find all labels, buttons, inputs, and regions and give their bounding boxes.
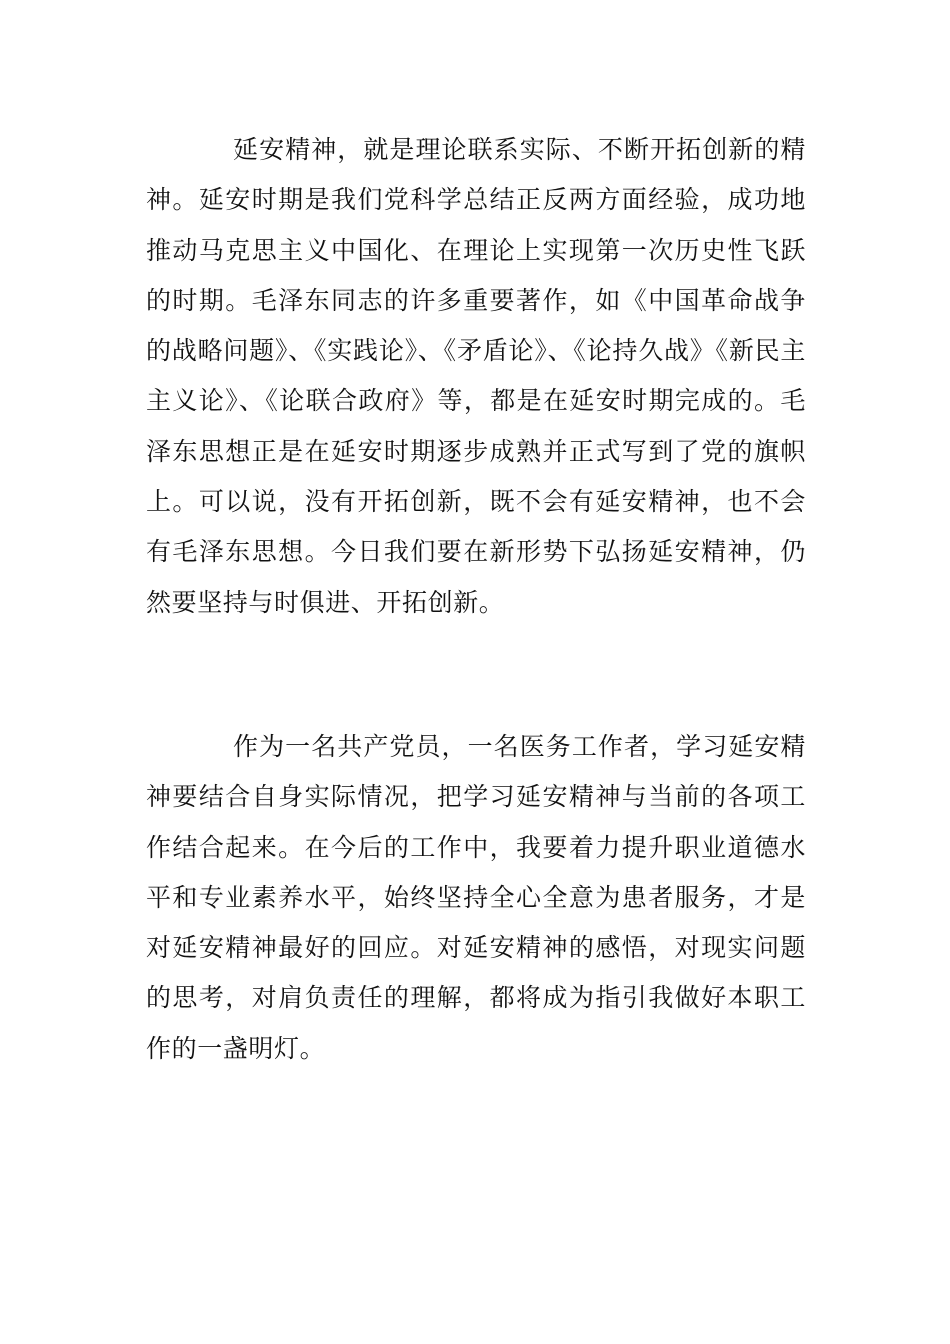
paragraph-personal-reflection: 作为一名共产党员，一名医务工作者，学习延安精神要结合自身实际情况，把学习延安精神与当前的各项工作结合起来。在今后的工作中，我要着力提升职业道德水平和专业素养水平，始终坚持全心全意为患者服务，才是对延安精神最好的回应。对延安精神的感悟，对现实问题的思考，对肩负责任的理解，都将成为指引我做好本职工作的一盏明灯。 bbox=[146, 732, 806, 1063]
paragraph-yanan-spirit-innovation: 延安精神，就是理论联系实际、不断开拓创新的精神。延安时期是我们党科学总结正反两方面经验，成功地推动马克思主义中国化、在理论上实现第一次历史性飞跃的时期。毛泽东同志的许多重要著作，如《中国革命战争的战略问题》、《实践论》、《矛盾论》、《论持久战》《新民主主义论》、《论联合政府》等，都是在延安时期完成的。毛泽东思想正是在延安时期逐步成熟并正式写到了党的旗帜上。可以说，没有开拓创新，既不会有延安精神，也不会有毛泽东思想。今日我们要在新形势下弘扬延安精神，仍然要坚持与时俱进、开拓创新。 bbox=[146, 135, 806, 617]
